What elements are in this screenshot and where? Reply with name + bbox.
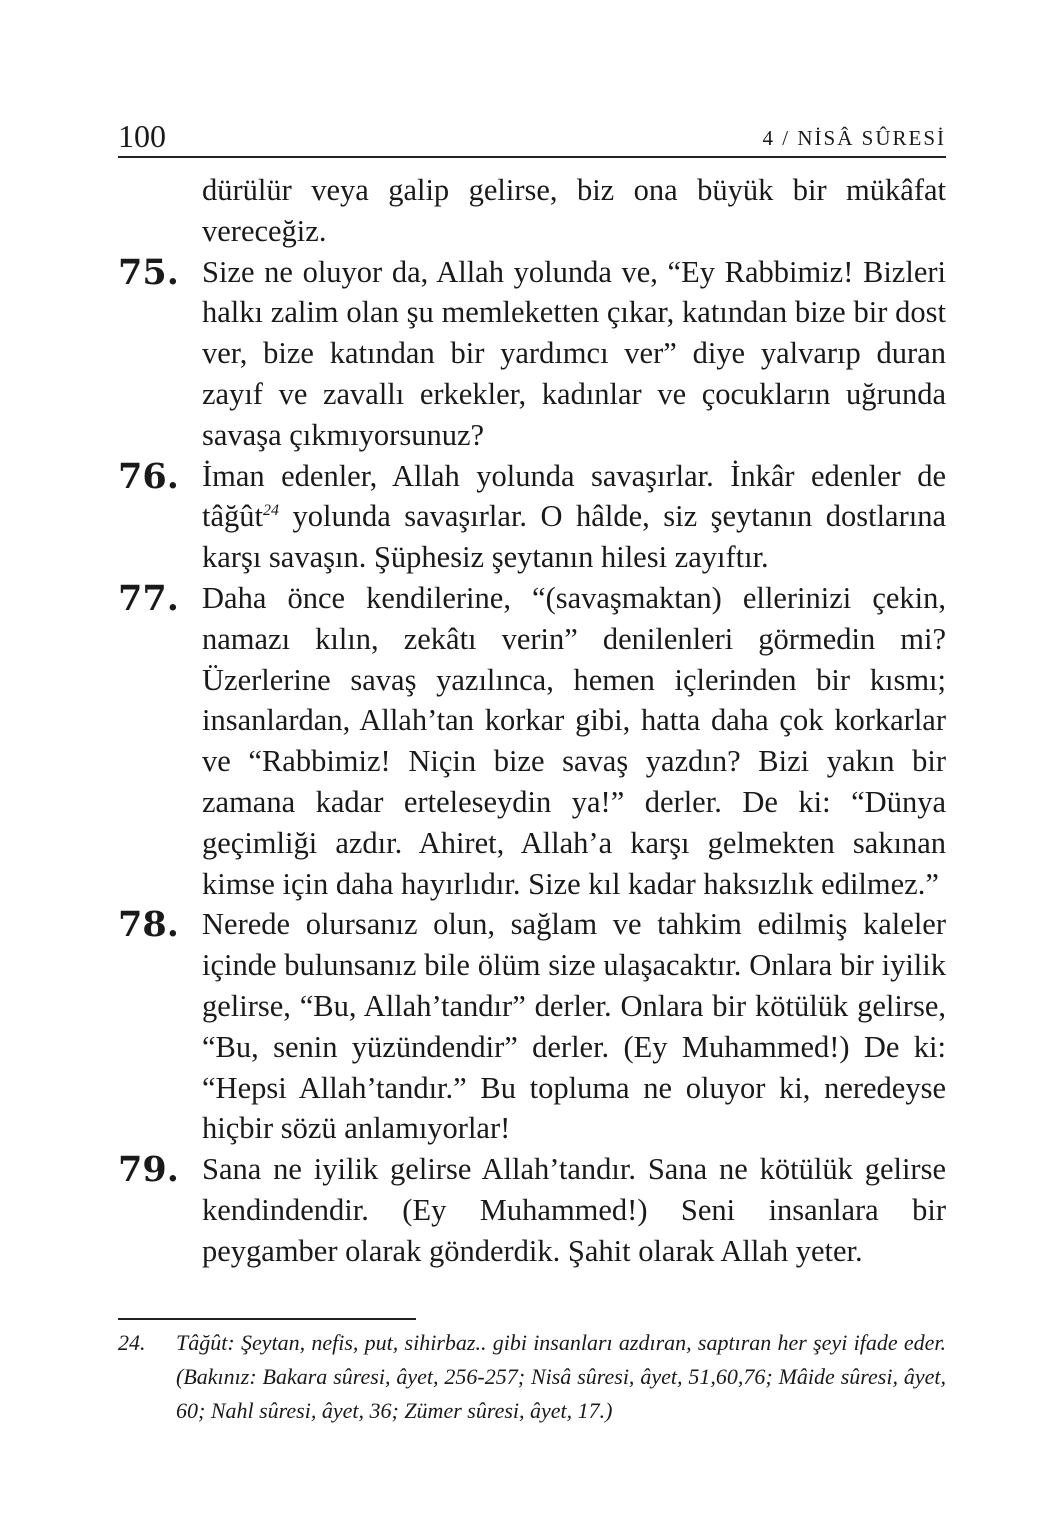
verse-text: Sana ne iyilik gelirse Allah’tandır. Sana ne kötülük gelirse kendindendir. (Ey Muhammed!) Seni insanlara bir peygamber olarak gönderdik. Şahit olarak Allah yeter. [202,1152,946,1268]
page-header [118,116,946,158]
verse-77 [118,578,946,904]
verse-text: yolunda savaşırlar. O hâlde, siz şeytanın dostlarına karşı savaşın. Şüphesiz şeytanın hilesi zayıftır. [202,499,946,575]
verse-78 [118,904,946,1149]
body-text [118,170,946,1272]
footnote-reference[interactable]: 24 [263,502,279,520]
footnote-number: 24. [118,1330,146,1355]
page-number: 100 [118,118,166,154]
verse-text: İman edenler, Allah yolunda savaşırlar. İnkâr edenler de tâğût [202,458,946,534]
verse-text: Daha önce kendilerine, “(savaşmaktan) ellerinizi çekin, namazı kılın, zekâtı verin” denilenleri görmedin mi? Üzerlerine savaş yazılınca, hemen içlerinden bir kısmı; insanlardan, Allah’tan korkar gibi, hatta daha çok korkarlar ve “Rabbimiz! Niçin bize savaş yazdın? Bizi yakın bir zamana kadar erteleseydin ya!” derler. De ki: “Dünya geçimliği azdır. Ahiret, Allah’a karşı gelmekten sakınan kimse için daha hayırlıdır. Size kıl kadar haksızlık edilmez.” [202,580,946,901]
verse-79 [118,1149,946,1271]
verse-number: 79. [118,1149,179,1191]
verse-number: 78. [118,904,179,946]
footnote-24 [118,1326,946,1428]
verse-76 [118,456,946,578]
verse-text: dürülür veya galip gelirse, biz ona büyük bir mükâfat vereceğiz. [202,173,946,248]
running-head: 4 / NİSÂ SÛRESİ [762,126,946,150]
verse-number: 77. [118,577,179,619]
verse-75 [118,252,946,456]
footnote-text: Tâğût: Şeytan, nefis, put, sihirbaz.. gibi insanları azdıran, saptıran her şeyi ifade eder. (Bakınız: Bakara sûresi, âyet, 256-257; Nisâ sûresi, âyet, 51,60,76; Mâide sûresi, âyet, 60; Nahl sûresi, âyet, 36; Zümer sûresi, âyet, 17.) [176,1330,946,1423]
footnote-divider [118,1318,416,1320]
verse-text: Size ne oluyor da, Allah yolunda ve, “Ey Rabbimiz! Bizleri halkı zalim olan şu memleketten çıkar, katından bize bir dost ver, bize katından bir yardımcı ver” diye yalvarıp duran zayıf ve zavallı erkekler, kadınlar ve çocukların uğrunda savaşa çıkmıyorsunuz? [202,254,946,452]
footnotes [118,1326,946,1428]
verse-continuation [118,170,946,252]
verse-text: Nerede olursanız olun, sağlam ve tahkim edilmiş kaleler içinde bulunsanız bile ölüm size ulaşacaktır. Onlara bir iyilik gelirse, “Bu, Allah’tandır” derler. Onlara bir kötülük gelirse, “Bu, senin yüzündendir” derler. (Ey Muhammed!) De ki: “Hepsi Allah’tandır.” Bu topluma ne oluyor ki, neredeyse hiçbir sözü anlamıyorlar! [202,907,946,1146]
verse-number: 76. [118,455,179,497]
verse-number: 75. [118,251,179,293]
